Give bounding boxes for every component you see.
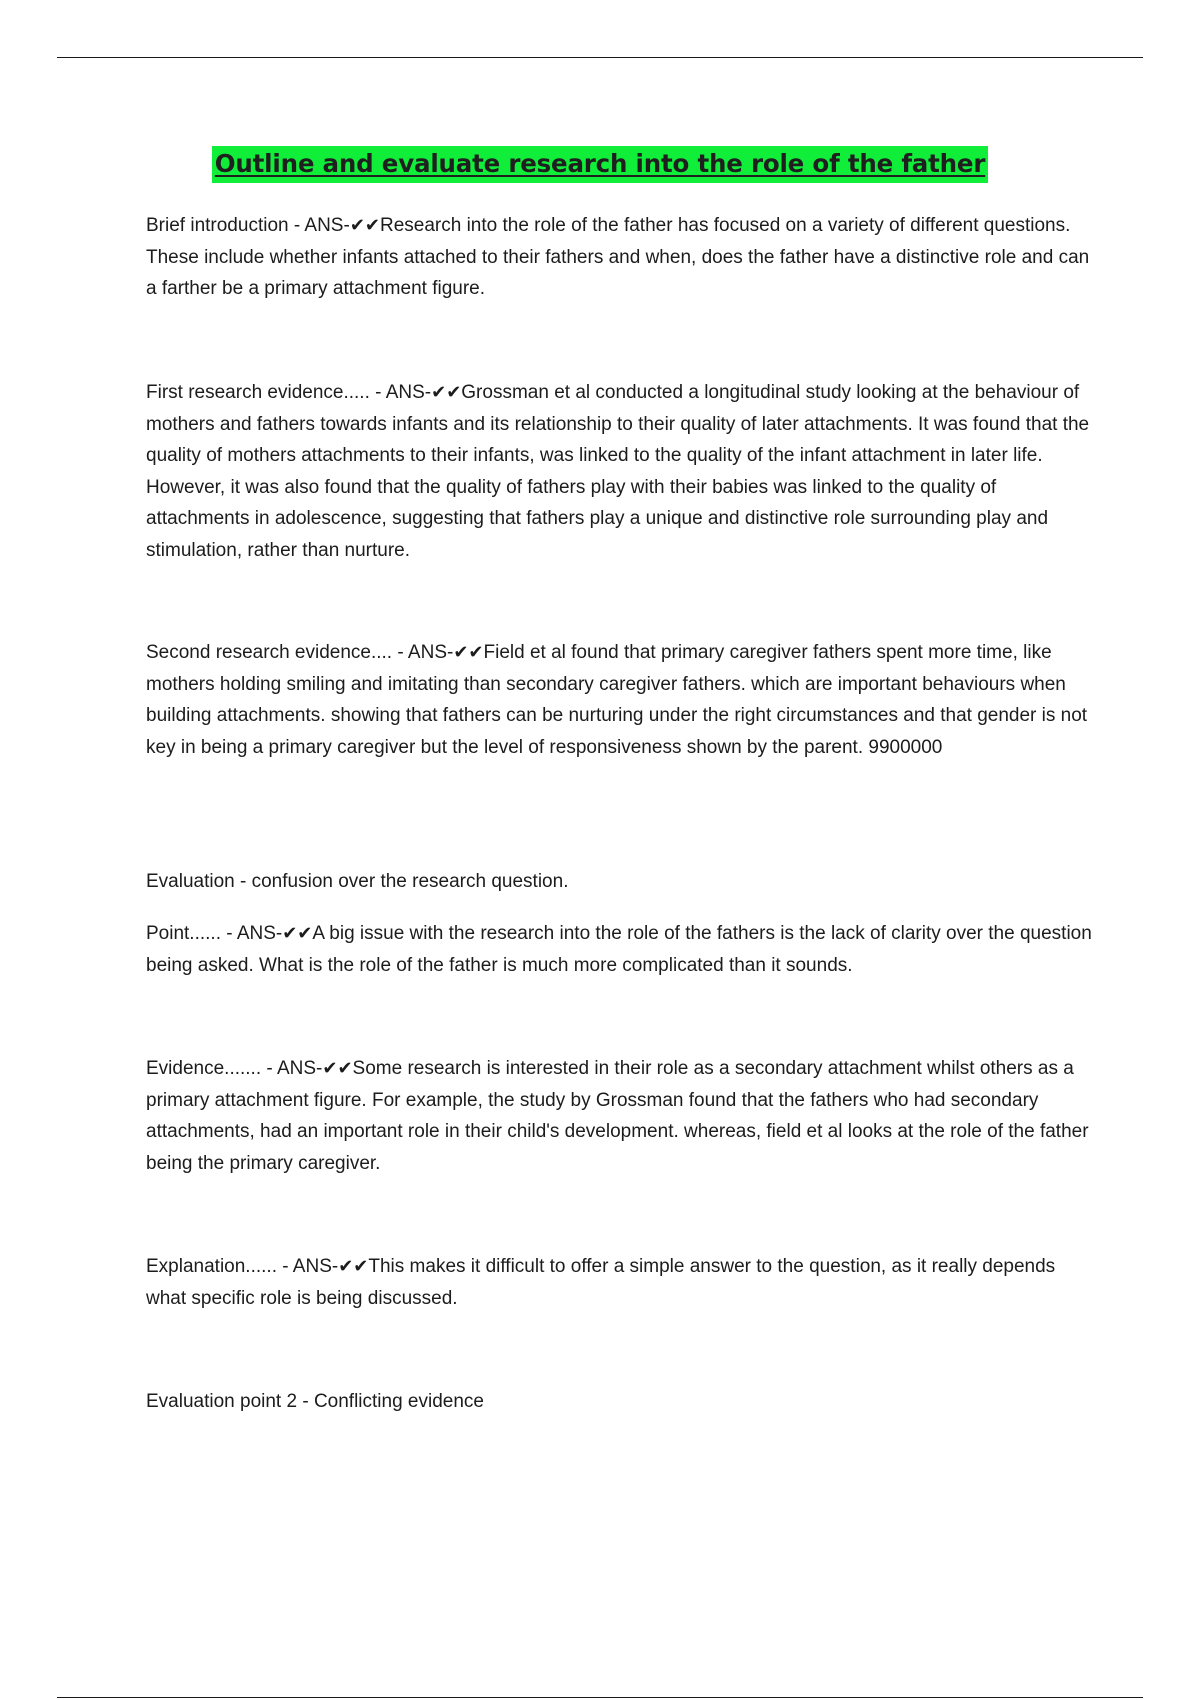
answer-separator: - ANS- [392, 642, 454, 663]
answer-text: Research into the role of the father has focused on a variety of different questions. These include whether infants attached to their fathers and when, does the father have a distinctive role and can a farther be a primary attachment figure. [146, 215, 1090, 299]
question-label: Evidence....... [146, 1058, 262, 1079]
qa-brief-introduction [146, 210, 1096, 305]
double-check-icon: ✔✔ [282, 923, 313, 944]
answer-text: Grossman et al conducted a longitudinal study looking at the behaviour of mothers and fathers towards infants and its relationship to their quality of later attachments. It was found that the quality of mothers attachments to their infants, was linked to the quality of the infant attachment in later life. However, it was also found that the quality of fathers play with their babies was linked to the quality of attachments in adolescence, suggesting that fathers play a unique and distinctive role surrounding play and stimulation, rather than nurture. [146, 382, 1090, 561]
document-title: Outline and evaluate research into the role of the father [212, 146, 988, 183]
evaluation-point-2-heading: Evaluation point 2 - Conflicting evidence [146, 1391, 484, 1412]
answer-text: This makes it difficult to offer a simple answer to the question, as it really depends what specific role is being discussed. [146, 1256, 1056, 1309]
double-check-icon: ✔✔ [453, 642, 484, 663]
double-check-icon: ✔✔ [338, 1256, 369, 1277]
qa-point [146, 918, 1096, 981]
question-label: Explanation...... [146, 1256, 277, 1277]
answer-text: Some research is interested in their role as a secondary attachment whilst others as a primary attachment figure. For example, the study by Grossman found that the fathers who had secondary attachments, had an important role in their child's development. whereas, field et al looks at the role of the father being the primary caregiver. [146, 1058, 1089, 1174]
qa-explanation [146, 1251, 1096, 1314]
question-label: First research evidence..... [146, 382, 370, 403]
title-container [0, 146, 1200, 183]
question-label: Point...... [146, 923, 221, 944]
answer-text: Field et al found that primary caregiver fathers spent more time, like mothers holding smiling and imitating than secondary caregiver fathers. which are important behaviours when building attachments. showing that fathers can be nurturing under the right circumstances and that gender is not key in being a primary caregiver but the level of responsiveness shown by the parent. 9900000 [146, 642, 1088, 758]
answer-separator: - ANS- [369, 382, 432, 403]
qa-evidence [146, 1053, 1096, 1179]
answer-separator: - ANS- [220, 923, 283, 944]
answer-separator: - ANS- [261, 1058, 323, 1079]
double-check-icon: ✔✔ [431, 382, 462, 403]
footer-rule [57, 1697, 1143, 1698]
answer-separator: - ANS- [288, 215, 350, 236]
header-rule [57, 57, 1143, 58]
answer-text: A big issue with the research into the role of the fathers is the lack of clarity over the question being asked. What is the role of the father is much more complicated than it sounds. [146, 923, 1092, 976]
double-check-icon: ✔✔ [349, 215, 380, 236]
question-label: Second research evidence.... [146, 642, 393, 663]
double-check-icon: ✔✔ [322, 1058, 353, 1079]
qa-first-research-evidence [146, 377, 1096, 566]
answer-separator: - ANS- [276, 1256, 339, 1277]
evaluation-heading: Evaluation - confusion over the research question. [146, 871, 569, 892]
question-label: Brief introduction [146, 215, 289, 236]
qa-second-research-evidence [146, 637, 1096, 763]
